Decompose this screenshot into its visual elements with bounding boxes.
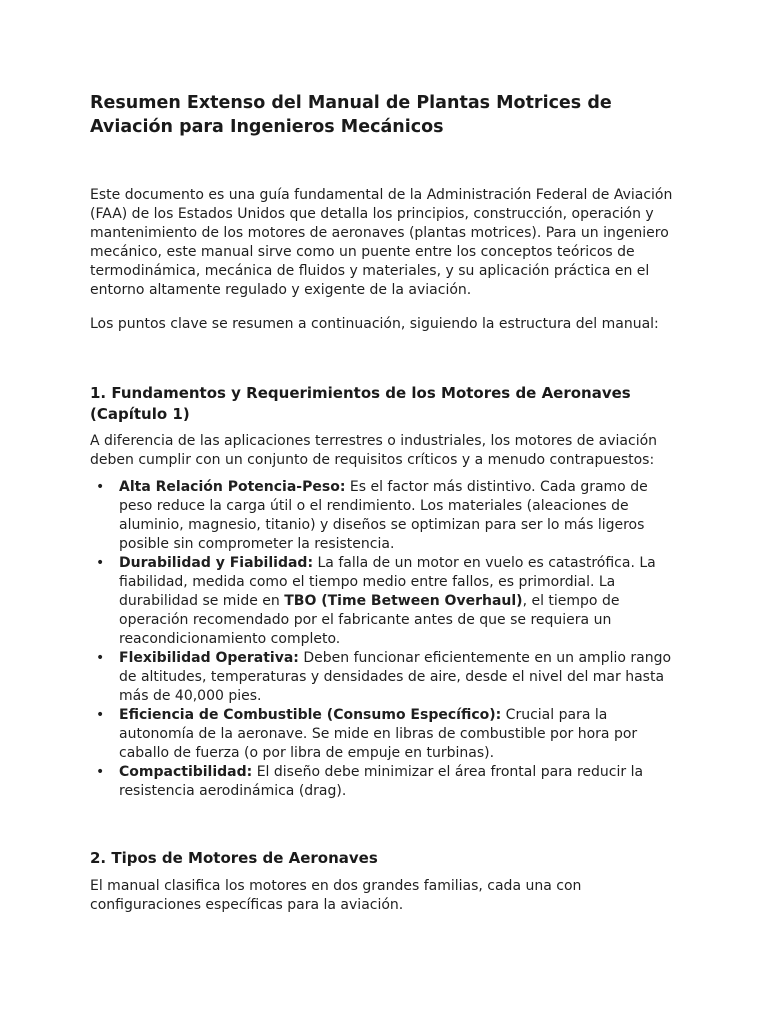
bullet-text: La falla de un motor en vuelo es catastrófica. La fiabilidad, medida como el tiempo medio entre fallos, es primordial. La durabilidad se mide en <box>119 555 656 609</box>
bullet-icon: • <box>96 650 105 666</box>
key-points-intro: Los puntos clave se resumen a continuación, siguiendo la estructura del manual: <box>90 316 659 332</box>
list-item <box>90 763 680 801</box>
bullet-emphasis: TBO (Time Between Overhaul) <box>284 593 523 609</box>
section-2-lead: El manual clasifica los motores en dos grandes familias, cada una con configuraciones específicas para la aviación. <box>90 878 582 913</box>
intro-paragraph: Este documento es una guía fundamental de la Administración Federal de Aviación (FAA) de los Estados Unidos que detalla los principios, construcción, operación y mantenimiento de los motores de aeronaves (plantas motrices). Para un ingeniero mecánico, este manual sirve como un puente entre los conceptos teóricos de termodinámica, mecánica de fluidos y materiales, y su aplicación práctica en el entorno altamente regulado y exigente de la aviación. <box>90 187 673 298</box>
section-1-lead: A diferencia de las aplicaciones terrestres o industriales, los motores de aviación deben cumplir con un conjunto de requisitos críticos y a menudo contrapuestos: <box>90 433 658 468</box>
bullet-term: Eficiencia de Combustible (Consumo Específico): <box>119 707 502 723</box>
bullet-icon: • <box>96 555 105 571</box>
section-1-heading: 1. Fundamentos y Requerimientos de los Motores de Aeronaves (Capítulo 1) <box>90 384 631 423</box>
bullet-text: Es el factor más distintivo. Cada gramo de peso reduce la carga útil o el rendimiento. Los materiales (aleaciones de aluminio, magnesio, titanio) y diseños se optimizan para ser lo más ligeros posible sin comprometer la resistencia. <box>119 479 648 552</box>
list-item <box>90 478 680 554</box>
bullet-icon: • <box>96 764 105 780</box>
bullet-term: Compactibilidad: <box>119 764 253 780</box>
list-item <box>90 554 680 649</box>
document-title: Resumen Extenso del Manual de Plantas Motrices de Aviación para Ingenieros Mecánicos <box>90 93 612 137</box>
list-item <box>90 649 680 706</box>
bullet-text-after: , el tiempo de operación recomendado por el fabricante antes de que se requiera un reacondicionamiento completo. <box>119 593 620 647</box>
bullet-text: Deben funcionar eficientemente en un amplio rango de altitudes, temperaturas y densidades de aire, desde el nivel del mar hasta más de 40,000 pies. <box>119 650 672 704</box>
bullet-term: Alta Relación Potencia-Peso: <box>119 479 346 495</box>
bullet-term: Flexibilidad Operativa: <box>119 650 299 666</box>
bullet-term: Durabilidad y Fiabilidad: <box>119 555 314 571</box>
list-item <box>90 706 680 763</box>
bullet-icon: • <box>96 707 105 723</box>
bullet-text: El diseño debe minimizar el área frontal para reducir la resistencia aerodinámica (drag). <box>119 764 644 799</box>
bullet-text: Crucial para la autonomía de la aeronave. Se mide en libras de combustible por hora por caballo de fuerza (o por libra de empuje en turbinas). <box>119 707 638 761</box>
requirements-list <box>90 478 680 801</box>
section-2-heading: 2. Tipos de Motores de Aeronaves <box>90 849 378 867</box>
bullet-icon: • <box>96 479 105 495</box>
